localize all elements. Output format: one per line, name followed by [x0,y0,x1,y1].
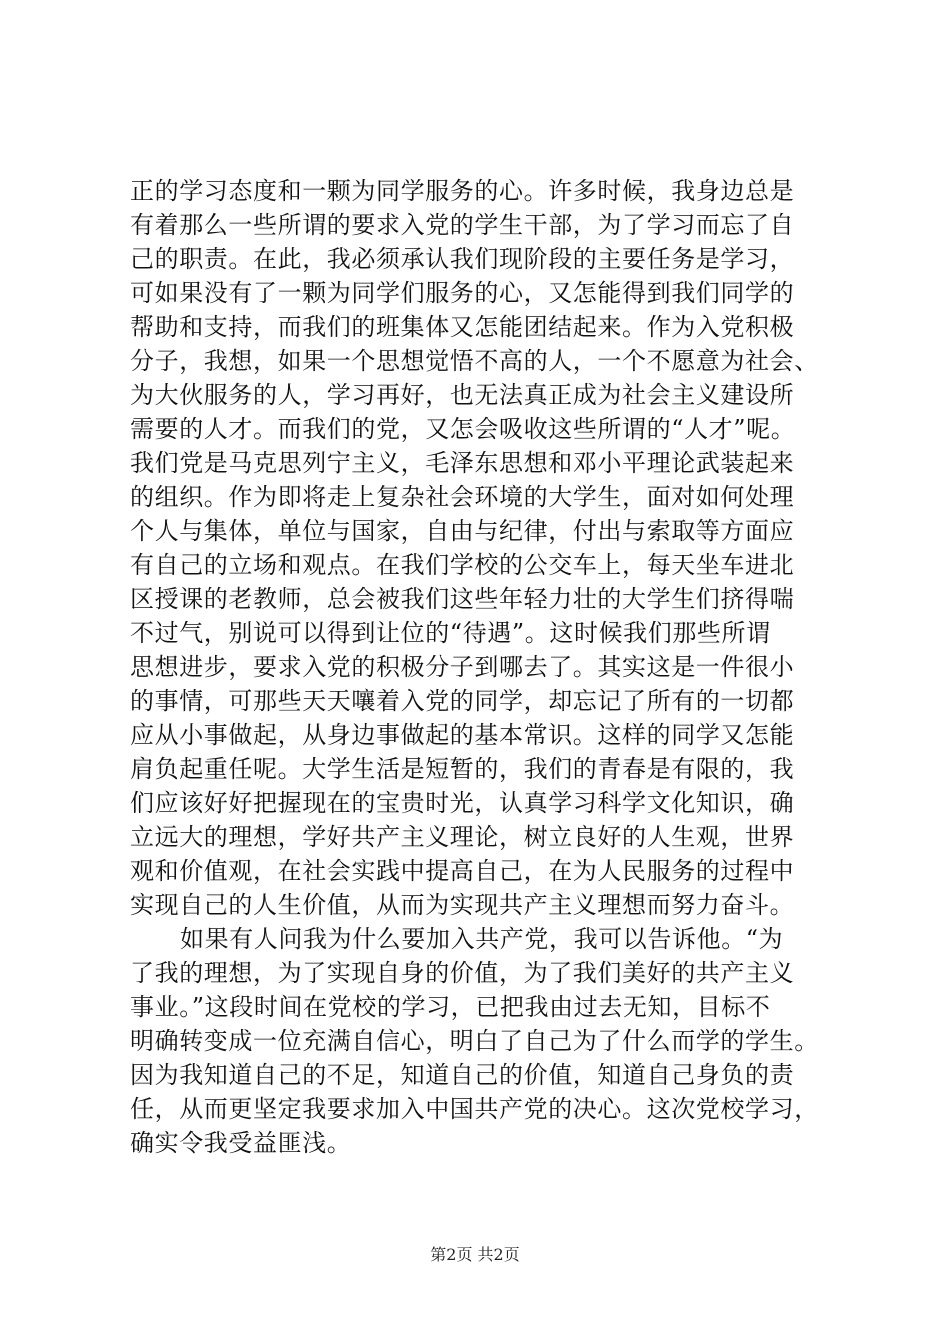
text-line: 的事情，可那些天天嚷着入党的同学，却忘记了所有的一切都 [130,687,795,715]
body-text [130,174,830,1160]
text-line: 需要的人才。而我们的党，又怎会吸收这些所谓的“人才”呢。 [130,415,796,443]
text-line: 区授课的老教师，总会被我们这些年轻力壮的大学生们挤得喘 [130,585,795,613]
text-line: 思想进步，要求入党的积极分子到哪去了。其实这是一件很小 [130,653,795,681]
text-line: 正的学习态度和一颗为同学服务的心。许多时候，我身边总是 [130,177,795,205]
text-line: 立远大的理想，学好共产主义理论，树立良好的人生观，世界 [130,823,795,851]
text-line: 个人与集体，单位与国家，自由与纪律，付出与索取等方面应 [130,517,795,545]
text-line: 了我的理想，为了实现自身的价值，为了我们美好的共产主义 [130,959,795,987]
text-line: 确实令我受益匪浅。 [130,1129,352,1157]
text-line: 为大伙服务的人，学习再好，也无法真正成为社会主义建设所 [130,381,795,409]
text-line: 帮助和支持，而我们的班集体又怎能团结起来。作为入党积极 [130,313,795,341]
text-line: 们应该好好把握现在的宝贵时光，认真学习科学文化知识，确 [130,789,795,817]
page-footer [0,1245,950,1265]
text-line: 应从小事做起，从身边事做起的基本常识。这样的同学又怎能 [130,721,795,749]
text-line: 任，从而更坚定我要求加入中国共产党的决心。这次党校学习， [130,1095,819,1123]
text-line: 明确转变成一位充满自信心，明白了自己为了什么而学的学生。 [130,1027,819,1055]
text-line: 我们党是马克思列宁主义，毛泽东思想和邓小平理论武装起来 [130,449,795,477]
text-line: 观和价值观，在社会实践中提高自己，在为人民服务的过程中 [130,857,795,885]
text-line: 实现自己的人生价值，从而为实现共产主义理想而努力奋斗。 [130,891,795,919]
paragraph-start-line: 如果有人问我为什么要加入共产党，我可以告诉他。“为 [180,925,784,953]
text-line: 事业。”这段时间在党校的学习，已把我由过去无知，目标不 [130,993,771,1021]
text-line: 己的职责。在此，我必须承认我们现阶段的主要任务是学习， [130,245,795,273]
text-line: 肩负起重任呢。大学生活是短暂的，我们的青春是有限的，我 [130,755,795,783]
text-line: 的组织。作为即将走上复杂社会环境的大学生，面对如何处理 [130,483,795,511]
text-line: 可如果没有了一颗为同学们服务的心，又怎能得到我们同学的 [130,279,795,307]
text-line: 有着那么一些所谓的要求入党的学生干部，为了学习而忘了自 [130,211,795,239]
text-line: 有自己的立场和观点。在我们学校的公交车上，每天坐车进北 [130,551,795,579]
text-line: 因为我知道自己的不足，知道自己的价值，知道自己身负的责 [130,1061,795,1089]
text-line: 分子，我想，如果一个思想觉悟不高的人，一个不愿意为社会、 [130,347,819,375]
text-line: 不过气，别说可以得到让位的“待遇”。这时候我们那些所谓 [130,619,771,647]
page-number-label: 第2页 共2页 [430,1245,520,1264]
